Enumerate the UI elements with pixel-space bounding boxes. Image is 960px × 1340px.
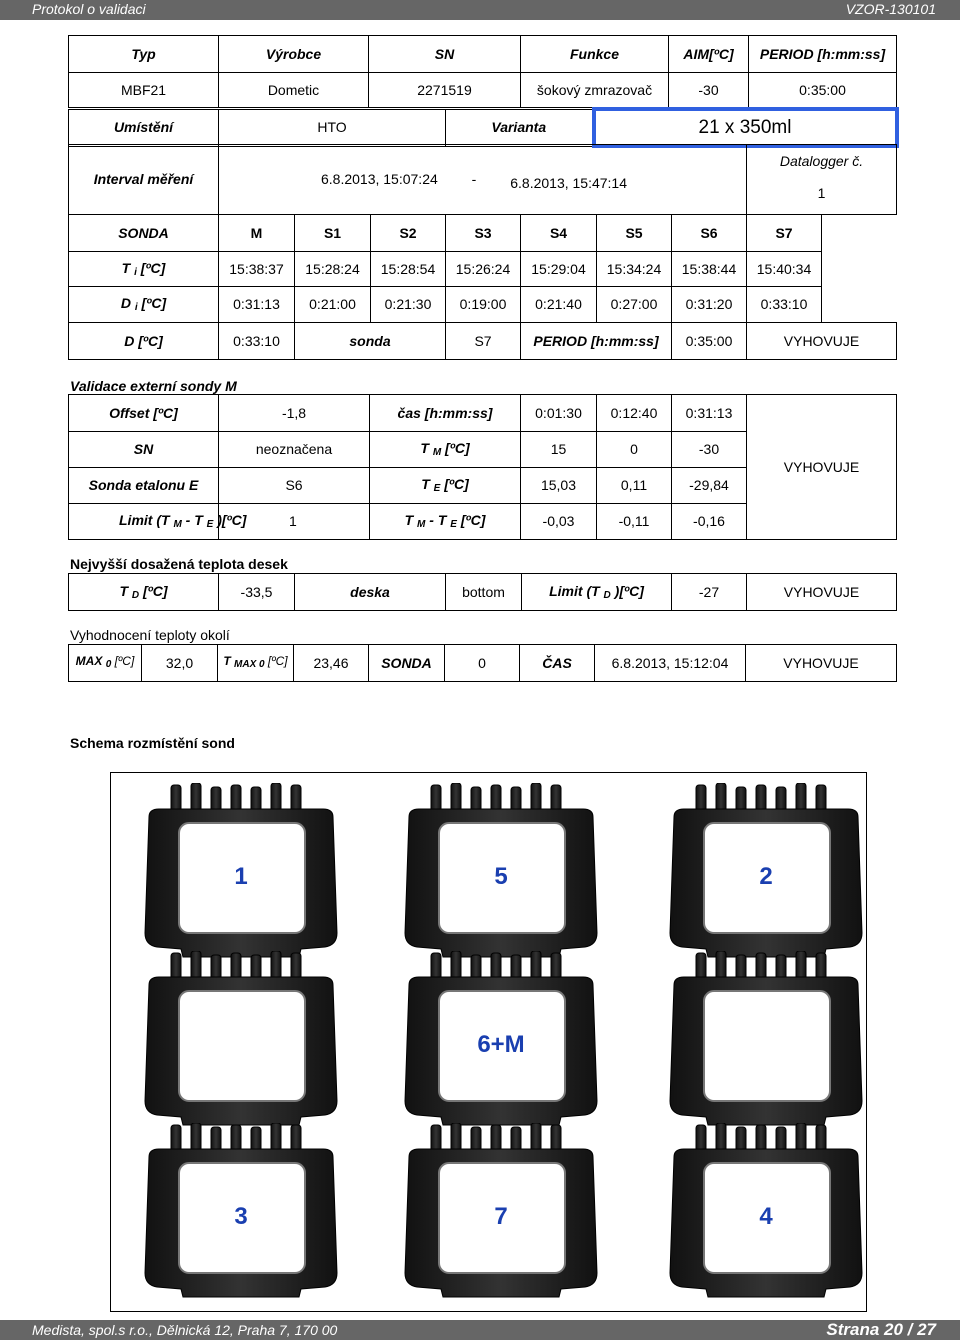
ti-value: 15:26:24 bbox=[446, 252, 521, 287]
ambient-title: Vyhodnocení teploty okolí bbox=[70, 627, 230, 643]
probe-header-s6: S6 bbox=[672, 215, 747, 252]
diff-value: -0,11 bbox=[597, 504, 672, 540]
tm-value: 0 bbox=[597, 432, 672, 468]
blood-bag bbox=[401, 783, 631, 958]
umisteni-label: Umístění bbox=[69, 109, 219, 146]
di-label: D $_i$ [ºC] bbox=[69, 287, 219, 323]
blood-bag bbox=[666, 951, 896, 1126]
bag-probe-label: 6+M bbox=[477, 1031, 525, 1058]
datalogger-value: 1 bbox=[817, 185, 826, 202]
umisteni-value: HTO bbox=[219, 109, 446, 146]
te-value: 15,03 bbox=[521, 468, 597, 504]
etalon-value: S6 bbox=[219, 468, 370, 504]
probe-header-s7: S7 bbox=[747, 215, 822, 252]
datalogger-cell bbox=[747, 145, 897, 215]
limit-value: 1 bbox=[219, 504, 370, 540]
vyrobce-value: Dometic bbox=[219, 73, 369, 108]
device-table bbox=[68, 35, 897, 108]
empty-cell bbox=[822, 215, 897, 252]
cas-label: ČAS bbox=[520, 645, 595, 682]
sonda-label: sonda bbox=[295, 323, 446, 360]
etalon-label: Sonda etalonu E bbox=[69, 468, 219, 504]
diff-value: -0,03 bbox=[521, 504, 597, 540]
ti-value: 15:28:24 bbox=[295, 252, 371, 287]
period-label: PERIOD [h:mm:ss] bbox=[749, 36, 897, 73]
limit-label: Limit (T $_M$ - T $_E$ )[ºC] bbox=[69, 504, 219, 540]
page-footer bbox=[0, 1320, 960, 1340]
plate-limit-label: Limit (T $_D$ )[ºC] bbox=[522, 574, 672, 611]
offset-value: -1,8 bbox=[219, 395, 370, 432]
ambient-result: VYHOVUJE bbox=[746, 645, 897, 682]
interval-from: 6.8.2013, 15:07:24 bbox=[321, 171, 438, 188]
bag-probe-label: 3 bbox=[234, 1203, 248, 1230]
sn-value: neoznačena bbox=[219, 432, 370, 468]
sonda-value: 0 bbox=[445, 645, 520, 682]
probe-header-sonda: SONDA bbox=[69, 215, 219, 252]
plates-table bbox=[68, 573, 897, 611]
tm-value: -30 bbox=[672, 432, 747, 468]
external-table bbox=[68, 394, 897, 540]
ti-value: 15:28:54 bbox=[371, 252, 446, 287]
bag-probe-label: 5 bbox=[494, 863, 508, 890]
deska-label: deska bbox=[295, 574, 446, 611]
ti-value: 15:34:24 bbox=[597, 252, 672, 287]
ti-value: 15:29:04 bbox=[521, 252, 597, 287]
te-value: -29,84 bbox=[672, 468, 747, 504]
ti-value: 15:40:34 bbox=[747, 252, 822, 287]
blood-bag bbox=[401, 951, 631, 1126]
bag-probe-label: 2 bbox=[759, 863, 773, 890]
bag-probe-label: 7 bbox=[494, 1203, 508, 1230]
di-value: 0:33:10 bbox=[747, 287, 822, 323]
ambient-table bbox=[68, 644, 897, 682]
blood-bag bbox=[401, 1123, 631, 1298]
cas-value: 6.8.2013, 15:12:04 bbox=[595, 645, 746, 682]
blood-bag bbox=[141, 951, 371, 1126]
funkce-value: šokový zmrazovač bbox=[521, 73, 669, 108]
plates-title: Nejvyšší dosažená teplota desek bbox=[70, 556, 288, 572]
vyrobce-label: Výrobce bbox=[219, 36, 369, 73]
aim-value: -30 bbox=[669, 73, 749, 108]
offset-label: Offset [ºC] bbox=[69, 395, 219, 432]
empty-cell bbox=[822, 252, 897, 287]
period-value: 0:35:00 bbox=[749, 73, 897, 108]
blood-bag bbox=[141, 783, 371, 958]
interval-to: 6.8.2013, 15:47:14 bbox=[510, 175, 628, 192]
di-value: 0:21:40 bbox=[521, 287, 597, 323]
d-label: D [ºC] bbox=[69, 323, 219, 360]
sn-label: SN bbox=[369, 36, 521, 73]
ti-label: T $_i$ [ºC] bbox=[69, 252, 219, 287]
blood-bag bbox=[141, 1123, 371, 1298]
period-value: 0:35:00 bbox=[672, 323, 747, 360]
datalogger-label: Datalogger č. bbox=[779, 153, 864, 169]
deska-value: bottom bbox=[446, 574, 522, 611]
probe-header-m: M bbox=[219, 215, 295, 252]
external-result: VYHOVUJE bbox=[747, 395, 897, 540]
probe-header-s3: S3 bbox=[446, 215, 521, 252]
sn-label: SN bbox=[69, 432, 219, 468]
bag-probe-label: 4 bbox=[759, 1203, 773, 1230]
aim-label: AIM[ºC] bbox=[669, 36, 749, 73]
tm-label: T $_M$ [ºC] bbox=[370, 432, 521, 468]
sonda-label: SONDA bbox=[369, 645, 445, 682]
interval-value bbox=[219, 145, 747, 215]
cas-label: čas [h:mm:ss] bbox=[370, 395, 521, 432]
te-label: T $_E$ [ºC] bbox=[370, 468, 521, 504]
probe-header-s5: S5 bbox=[597, 215, 672, 252]
tmax-label: T $_{MAX 0}$ [ºC] bbox=[218, 645, 294, 682]
di-value: 0:19:00 bbox=[446, 287, 521, 323]
probes-table bbox=[68, 214, 897, 323]
max-value: 32,0 bbox=[142, 645, 218, 682]
document-code: VZOR-130101 bbox=[845, 1, 936, 17]
tmax-value: 23,46 bbox=[294, 645, 369, 682]
tm-value: 15 bbox=[521, 432, 597, 468]
plate-limit-value: -27 bbox=[672, 574, 747, 611]
interval-table bbox=[68, 144, 897, 215]
company-address: Medista, spol.s r.o., Dělnická 12, Praha 7, 170 00 bbox=[32, 1322, 338, 1338]
di-value: 0:31:20 bbox=[672, 287, 747, 323]
probe-result: VYHOVUJE bbox=[747, 323, 897, 360]
diff-value: -0,16 bbox=[672, 504, 747, 540]
interval-separator: - bbox=[471, 171, 477, 188]
varianta-value: 21 x 350ml bbox=[594, 109, 897, 146]
typ-label: Typ bbox=[69, 36, 219, 73]
sn-value: 2271519 bbox=[369, 73, 521, 108]
varianta-label: Varianta bbox=[446, 109, 594, 146]
blood-bag bbox=[666, 783, 896, 958]
location-table bbox=[68, 107, 899, 148]
schema-title: Schema rozmístění sond bbox=[70, 735, 235, 751]
di-value: 0:27:00 bbox=[597, 287, 672, 323]
blood-bag bbox=[666, 1123, 896, 1298]
td-value: -33,5 bbox=[219, 574, 295, 611]
empty-cell bbox=[822, 287, 897, 323]
cas-value: 0:31:13 bbox=[672, 395, 747, 432]
max-label: MAX $_0$ [ºC] bbox=[69, 645, 142, 682]
probe-schema bbox=[110, 772, 867, 1312]
sonda-value: S7 bbox=[446, 323, 521, 360]
ti-value: 15:38:44 bbox=[672, 252, 747, 287]
bag-probe-label: 1 bbox=[234, 863, 248, 890]
ti-value: 15:38:37 bbox=[219, 252, 295, 287]
diff-label: T $_M$ - T $_E$ [ºC] bbox=[370, 504, 521, 540]
cas-value: 0:12:40 bbox=[597, 395, 672, 432]
interval-label: Interval měření bbox=[69, 145, 219, 215]
cas-value: 0:01:30 bbox=[521, 395, 597, 432]
di-value: 0:21:00 bbox=[295, 287, 371, 323]
typ-value: MBF21 bbox=[69, 73, 219, 108]
probe-header-s1: S1 bbox=[295, 215, 371, 252]
d-value: 0:33:10 bbox=[219, 323, 295, 360]
document-title: Protokol o validaci bbox=[32, 1, 146, 17]
funkce-label: Funkce bbox=[521, 36, 669, 73]
td-label: T $_D$ [ºC] bbox=[69, 574, 219, 611]
page-number: Strana 20 / 27 bbox=[826, 1320, 936, 1339]
di-value: 0:21:30 bbox=[371, 287, 446, 323]
page-header bbox=[0, 0, 960, 20]
te-value: 0,11 bbox=[597, 468, 672, 504]
plates-result: VYHOVUJE bbox=[747, 574, 897, 611]
probe-header-s4: S4 bbox=[521, 215, 597, 252]
di-value: 0:31:13 bbox=[219, 287, 295, 323]
period-label: PERIOD [h:mm:ss] bbox=[521, 323, 672, 360]
probe-result-table bbox=[68, 322, 897, 360]
external-title: Validace externí sondy M bbox=[70, 378, 237, 394]
probe-header-s2: S2 bbox=[371, 215, 446, 252]
